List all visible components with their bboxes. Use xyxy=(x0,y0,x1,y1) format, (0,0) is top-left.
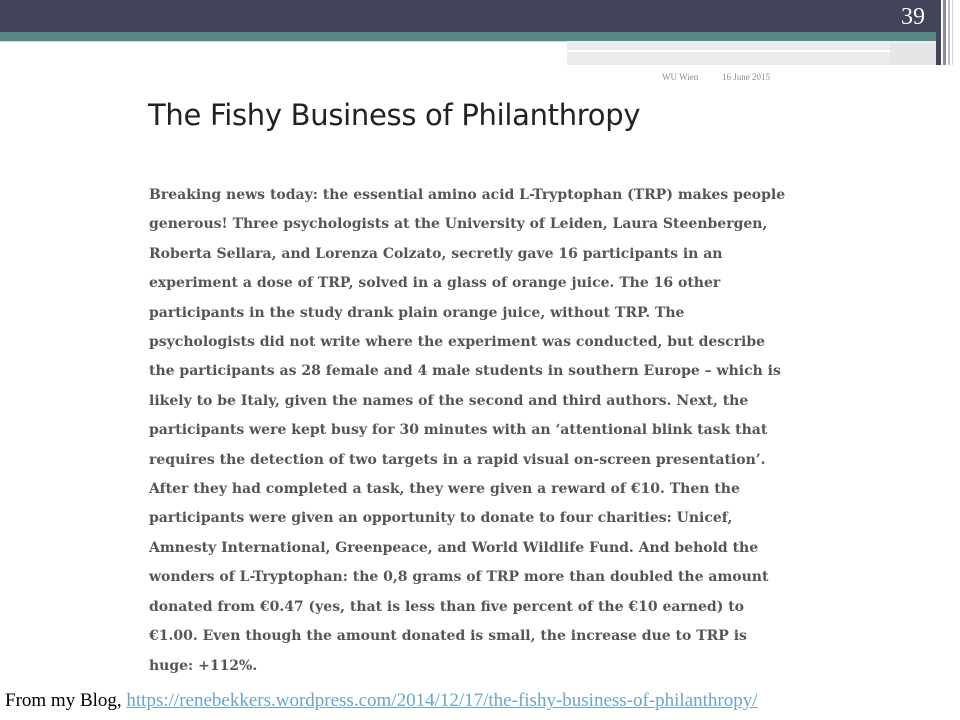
blog-link[interactable]: https://renebekkers.wordpress.com/2014/12/17/the-fishy-business-of-philanthropy/ xyxy=(126,690,758,711)
header-accent-band xyxy=(0,32,936,41)
footer-bar-line xyxy=(567,50,890,52)
body-line: wonders of L-Tryptophan: the 0,8 grams of TRP more than doubled the amount xyxy=(149,569,769,586)
page-number: 39 xyxy=(901,4,925,30)
edge-stripe xyxy=(948,0,950,65)
page-number-tab xyxy=(890,44,936,65)
body-line: psychologists did not write where the experiment was conducted, but describe xyxy=(149,334,766,351)
body-line: generous! Three psychologists at the University of Leiden, Laura Steenbergen, xyxy=(149,216,768,233)
body-line: donated from €0.47 (yes, that is less than five percent of the €10 earned) to xyxy=(149,598,745,615)
footer-place: WU Wien xyxy=(662,72,699,82)
footer-date: 16 June 2015 xyxy=(722,72,770,82)
body-line: likely to be Italy, given the names of the second and third authors. Next, the xyxy=(149,392,749,409)
body-line: participants in the study drank plain orange juice, without TRP. The xyxy=(149,304,685,321)
body-line: After they had completed a task, they were given a reward of €10. Then the xyxy=(149,481,740,498)
body-line: Amnesty International, Greenpeace, and World Wildlife Fund. And behold the xyxy=(149,539,759,556)
body-line: requires the detection of two targets in a rapid visual on-screen presentation’. xyxy=(149,451,766,468)
body-line: participants were given an opportunity to donate to four charities: Unicef, xyxy=(149,510,733,527)
edge-stripe xyxy=(943,0,946,65)
body-line: participants were kept busy for 30 minutes with an ‘attentional blink task that xyxy=(149,422,768,439)
body-line: Roberta Sellara, and Lorenza Colzato, secretly gave 16 participants in an xyxy=(149,245,723,262)
footer-bar xyxy=(567,41,936,65)
blog-post-body xyxy=(149,181,794,681)
body-line: experiment a dose of TRP, solved in a glass of orange juice. The 16 other xyxy=(149,275,721,292)
body-line: Breaking news today: the essential amino acid L-Tryptophan (TRP) makes people xyxy=(149,187,786,203)
blog-post-title: The Fishy Business of Philanthropy xyxy=(148,98,641,132)
source-prefix: From my Blog, xyxy=(5,690,127,711)
body-line: €1.00. Even though the amount donated is small, the increase due to TRP is xyxy=(149,628,747,645)
header-bar xyxy=(0,0,936,32)
source-citation xyxy=(5,690,758,712)
body-line: the participants as 28 female and 4 male students in southern Europe – which is xyxy=(149,363,781,380)
edge-stripe xyxy=(936,0,941,65)
edge-stripe xyxy=(952,0,953,65)
body-line: huge: +112%. xyxy=(149,657,258,674)
